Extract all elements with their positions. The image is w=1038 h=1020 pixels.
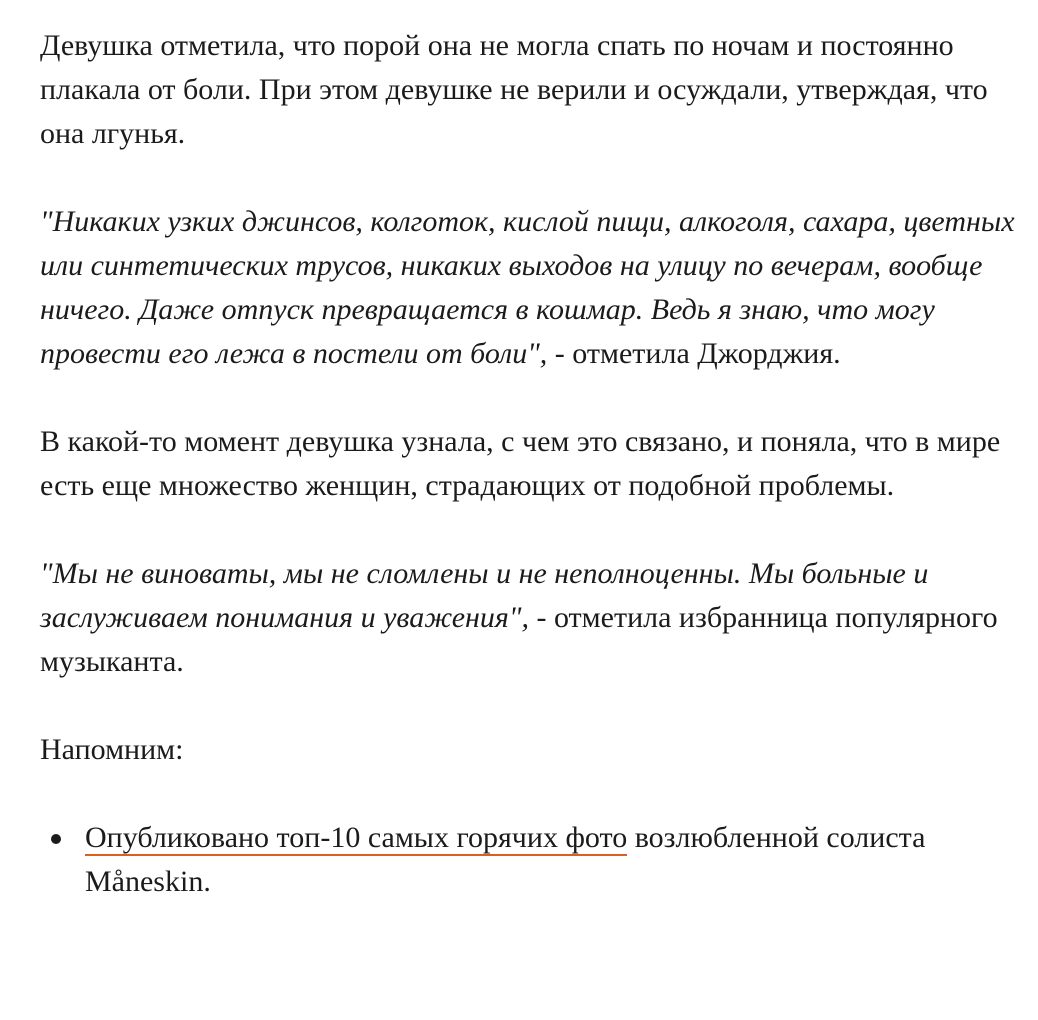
quote-paragraph-restrictions	[40, 200, 1015, 376]
quote-paragraph-respect	[40, 552, 1015, 684]
article-body	[40, 24, 1015, 904]
paragraph-pain: Девушка отметила, что порой она не могла спать по ночам и постоянно плакала от боли. При этом девушке не верили и осуждали, утверждая, что она лгунья.	[40, 29, 988, 150]
reminder-heading: Напомним:	[40, 733, 184, 766]
related-news-link[interactable]: Опубликовано топ-10 самых горячих фото	[85, 821, 628, 854]
related-news-rest-text: возлюбленной солиста Måneskin.	[85, 821, 926, 898]
bullet-icon	[51, 834, 61, 844]
related-news-list	[40, 816, 1015, 904]
paragraph-discovery: В какой-то момент девушка узнала, с чем это связано, и поняла, что в мире есть еще множество женщин, страдающих от подобной проблемы.	[40, 425, 1001, 502]
quote-text: "Мы не виноваты, мы не сломлены и не неполноценны. Мы больные и заслуживаем понимания и уважения",	[40, 557, 929, 634]
quote-attribution: - отметила Джорджия.	[547, 337, 841, 370]
quote-text: "Никаких узких джинсов, колготок, кислой пищи, алкоголя, сахара, цветных или синтетических трусов, никаких выходов на улицу по вечерам, вообще ничего. Даже отпуск превращается в кошмар. Ведь я знаю, что могу провести его лежа в постели от боли",	[40, 205, 1015, 370]
quote-attribution: - отметила избранница популярного музыканта.	[40, 601, 998, 678]
list-item	[40, 816, 1015, 904]
